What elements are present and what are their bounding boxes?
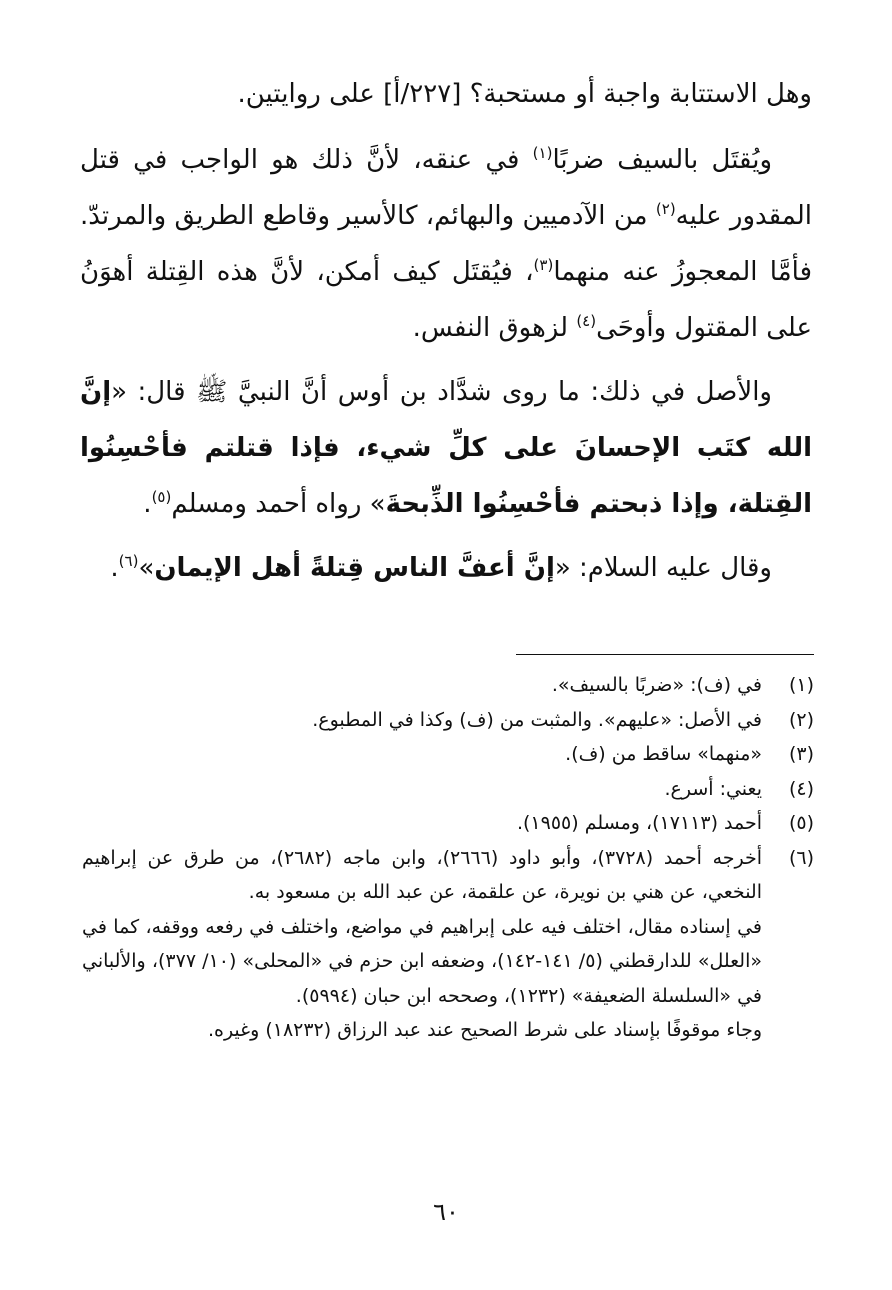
footnote-number: (٢) xyxy=(788,708,814,731)
paragraph-hadith-aaffa xyxy=(80,540,812,596)
text-span: » xyxy=(138,553,155,583)
hadith-text: إنَّ الله كتَب الإحسانَ على كلِّ شيء، فإذا قتلتم فأحْسِنُوا القِتلة، وإذا ذبحتم فأحْسِنُوا الذِّبحةَ xyxy=(80,377,812,519)
page-number: ٦٠ xyxy=(433,1198,459,1226)
footnote-number: (٣) xyxy=(788,743,814,765)
footnote-number: (٤) xyxy=(788,777,814,800)
footnote-2 xyxy=(82,703,814,738)
text-span: ، فيُقتَل كيف أمكن، لأنَّ هذه القِتلة أهوَنُ على المقتول وأوحَى xyxy=(80,257,812,343)
text-span: . xyxy=(110,553,119,583)
footnote-number: (١) xyxy=(788,674,814,696)
footnote-5 xyxy=(82,806,814,841)
text-span: من الآدميين والبهائم، كالأسير وقاطع الطريق والمرتدّ. فأمَّا المعجوزُ عنه منهما xyxy=(80,201,812,287)
footnote-3 xyxy=(82,737,814,772)
paragraph-istitaba xyxy=(80,66,812,122)
hadith-text: إنَّ أعفَّ الناس قِتلةً أهل الإيمان xyxy=(154,553,555,583)
text-span: ويُقتَل بالسيف ضربًا xyxy=(552,145,772,175)
footnote-ref-6[interactable]: (٦) xyxy=(118,552,139,570)
footnote-ref-4[interactable]: (٤) xyxy=(576,312,597,330)
footnote-ref-2[interactable]: (٢) xyxy=(655,200,676,218)
text-span: في عنقه، لأنَّ ذلك هو الواجب في قتل المقدور عليه xyxy=(80,145,812,231)
footnote-text: يعني: أسرع. xyxy=(664,777,762,800)
footnote-6-continued: وجاء موقوفًا بإسناد على شرط الصحيح عند عبد الرزاق (١٨٢٣٢) وغيره. xyxy=(207,1019,762,1041)
footnote-text: أحمد (١٧١١٣)، ومسلم (١٩٥٥). xyxy=(516,812,762,834)
text-span: وقال عليه السلام: « xyxy=(554,553,772,583)
footnote-text: في (ف): «ضربًا بالسيف». xyxy=(551,674,762,696)
footnote-ref-1[interactable]: (١) xyxy=(532,144,553,162)
footnote-separator xyxy=(516,654,814,655)
text-span: » رواه أحمد ومسلم xyxy=(171,489,386,519)
paragraph-execution xyxy=(80,132,812,356)
footnote-number: (٦) xyxy=(788,846,814,869)
footnotes xyxy=(82,668,814,1048)
footnote-ref-5[interactable]: (٥) xyxy=(151,488,172,506)
footnote-6 xyxy=(82,841,814,910)
footnote-number: (٥) xyxy=(788,812,814,834)
paragraph-hadith-ihsan xyxy=(80,364,812,532)
footnote-text: في الأصل: «عليهم». والمثبت من (ف) وكذا في المطبوع. xyxy=(312,708,762,731)
text-span: لزهوق النفس. xyxy=(412,313,577,343)
footnote-text: أخرجه أحمد (٣٧٢٨)، وأبو داود (٢٦٦٦)، وابن ماجه (٢٦٨٢)، من طرق عن إبراهيم النخعي، عن هني بن نويرة، عن علقمة، عن عبد الله بن مسعود به. xyxy=(82,846,763,903)
footnote-ref-3[interactable]: (٣) xyxy=(533,256,554,274)
text-span: والأصل في ذلك: ما روى شدَّاد بن أوس أنَّ النبيَّ ﷺ قال: « xyxy=(111,377,772,407)
text-line: وهل الاستتابة واجبة أو مستحبة؟ [٢٢٧/أ] على روايتين. xyxy=(237,79,812,109)
main-text xyxy=(80,66,812,596)
text-span: . xyxy=(143,489,152,519)
footnote-4 xyxy=(82,772,814,807)
footnote-text: «منهما» ساقط من (ف). xyxy=(565,743,762,765)
footnote-6-continued: في إسناده مقال، اختلف فيه على إبراهيم في مواضع، واختلف في رفعه ووقفه، كما في «العلل» للدارقطني (٥/ ١٤١-١٤٢)، وضعفه ابن حزم في «المحلى» (١٠/ ٣٧٧)، والألباني في «السلسلة الضعيفة» (١٢٣٢)، وصححه ابن حبان (٥٩٩٤). xyxy=(82,915,762,1007)
footnote-1 xyxy=(82,668,814,703)
